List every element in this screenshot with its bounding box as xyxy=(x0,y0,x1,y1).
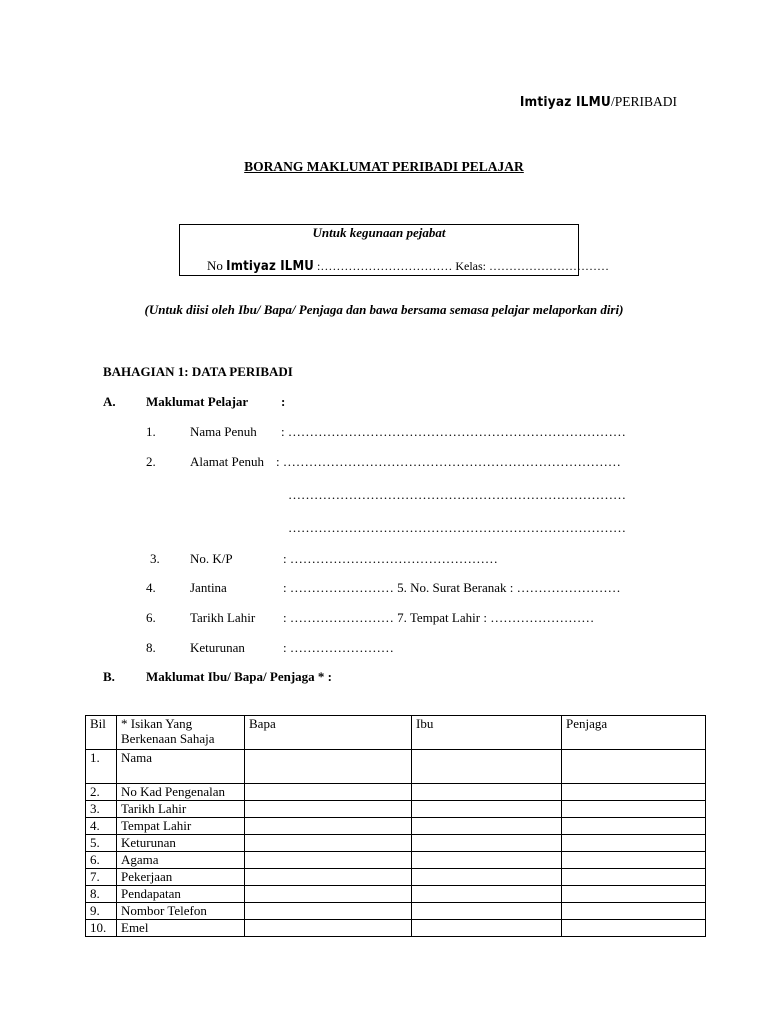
bapa-cell[interactable] xyxy=(245,818,412,835)
ibu-cell[interactable] xyxy=(412,784,562,801)
document-reference xyxy=(520,94,677,110)
field-8-number: 8. xyxy=(146,640,156,655)
row-number: 5. xyxy=(86,835,117,852)
bapa-cell[interactable] xyxy=(245,801,412,818)
penjaga-cell[interactable] xyxy=(562,886,706,903)
office-no-field[interactable]: :…………………………… Kelas: ………………………… xyxy=(314,259,609,273)
row-label: Agama xyxy=(117,852,245,869)
gender-birthcert-field[interactable]: : …………………… 5. No. Surat Beranak : …………………… xyxy=(283,580,621,595)
row-number: 6. xyxy=(86,852,117,869)
field-6-label: Tarikh Lahir xyxy=(190,610,256,625)
office-no-label: No xyxy=(207,258,227,273)
penjaga-cell[interactable] xyxy=(562,852,706,869)
table-row xyxy=(86,852,706,869)
penjaga-cell[interactable] xyxy=(562,801,706,818)
ibu-cell[interactable] xyxy=(412,886,562,903)
row-label: Pekerjaan xyxy=(117,869,245,886)
row-number: 8. xyxy=(86,886,117,903)
ibu-cell[interactable] xyxy=(412,852,562,869)
address-field-line-1[interactable]: : …………………………………………………………………… xyxy=(276,454,621,469)
brand-name: Imtiyaz ILMU xyxy=(519,94,611,110)
bapa-cell[interactable] xyxy=(245,886,412,903)
table-row xyxy=(86,835,706,852)
row-number: 7. xyxy=(86,869,117,886)
full-name-field[interactable]: : …………………………………………………………………… xyxy=(281,424,626,439)
penjaga-cell[interactable] xyxy=(562,784,706,801)
field-2-label: Alamat Penuh xyxy=(190,454,265,469)
bapa-cell[interactable] xyxy=(245,750,412,784)
table-row xyxy=(86,801,706,818)
row-number: 1. xyxy=(86,750,117,784)
office-use-title: Untuk kegunaan pejabat xyxy=(312,225,446,240)
table-row xyxy=(86,750,706,784)
bapa-cell[interactable] xyxy=(245,835,412,852)
row-label: Nombor Telefon xyxy=(117,903,245,920)
row-label: Nama xyxy=(117,750,245,784)
ibu-cell[interactable] xyxy=(412,835,562,852)
parents-info-table xyxy=(85,715,706,937)
part-a-letter: A. xyxy=(103,394,116,409)
bapa-cell[interactable] xyxy=(245,784,412,801)
field-4-number: 4. xyxy=(146,580,156,595)
penjaga-cell[interactable] xyxy=(562,835,706,852)
row-label: Emel xyxy=(117,920,245,937)
header-bapa: Bapa xyxy=(245,716,412,750)
bapa-cell[interactable] xyxy=(245,920,412,937)
row-number: 3. xyxy=(86,801,117,818)
row-label: Pendapatan xyxy=(117,886,245,903)
office-use-line xyxy=(207,258,609,274)
field-1-label: Nama Penuh xyxy=(190,424,257,439)
penjaga-cell[interactable] xyxy=(562,869,706,886)
ibu-cell[interactable] xyxy=(412,920,562,937)
ibu-cell[interactable] xyxy=(412,750,562,784)
ibu-cell[interactable] xyxy=(412,818,562,835)
field-6-number: 6. xyxy=(146,610,156,625)
field-2-number: 2. xyxy=(146,454,156,469)
address-field-line-3[interactable]: …………………………………………………………………… xyxy=(288,520,626,535)
field-4-label: Jantina xyxy=(190,580,227,595)
part-a-label: Maklumat Pelajar xyxy=(146,394,249,409)
row-number: 4. xyxy=(86,818,117,835)
part-a-colon: : xyxy=(281,394,286,409)
row-number: 9. xyxy=(86,903,117,920)
penjaga-cell[interactable] xyxy=(562,750,706,784)
reference-suffix: /PERIBADI xyxy=(610,94,677,109)
row-label: Keturunan xyxy=(117,835,245,852)
row-label: No Kad Pengenalan xyxy=(117,784,245,801)
field-3-label: No. K/P xyxy=(190,551,233,566)
penjaga-cell[interactable] xyxy=(562,818,706,835)
field-8-label: Keturunan xyxy=(190,640,245,655)
field-1-number: 1. xyxy=(146,424,156,439)
bapa-cell[interactable] xyxy=(245,869,412,886)
row-number: 2. xyxy=(86,784,117,801)
row-label: Tempat Lahir xyxy=(117,818,245,835)
part-b-letter: B. xyxy=(103,669,115,684)
table-row xyxy=(86,886,706,903)
penjaga-cell[interactable] xyxy=(562,903,706,920)
header-penjaga: Penjaga xyxy=(562,716,706,750)
bapa-cell[interactable] xyxy=(245,903,412,920)
table-row xyxy=(86,869,706,886)
ethnicity-field[interactable]: : …………………… xyxy=(283,640,394,655)
table-row xyxy=(86,903,706,920)
field-3-number: 3. xyxy=(150,551,160,566)
penjaga-cell[interactable] xyxy=(562,920,706,937)
row-label: Tarikh Lahir xyxy=(117,801,245,818)
birth-date-place-field[interactable]: : …………………… 7. Tempat Lahir : …………………… xyxy=(283,610,595,625)
bapa-cell[interactable] xyxy=(245,852,412,869)
ic-number-field[interactable]: : ………………………………………… xyxy=(283,551,498,566)
header-ibu: Ibu xyxy=(412,716,562,750)
table-row xyxy=(86,784,706,801)
ibu-cell[interactable] xyxy=(412,903,562,920)
form-title: BORANG MAKLUMAT PERIBADI PELAJAR xyxy=(244,159,524,174)
ibu-cell[interactable] xyxy=(412,869,562,886)
office-use-box xyxy=(179,224,609,276)
table-row xyxy=(86,818,706,835)
header-isikan: * Isikan Yang Berkenaan Sahaja xyxy=(117,716,245,750)
ibu-cell[interactable] xyxy=(412,801,562,818)
table-row xyxy=(86,920,706,937)
office-brand: Imtiyaz ILMU xyxy=(226,259,314,274)
part-b-label: Maklumat Ibu/ Bapa/ Penjaga * : xyxy=(146,669,332,684)
table-header-row xyxy=(86,716,706,750)
address-field-line-2[interactable]: …………………………………………………………………… xyxy=(288,487,626,502)
row-number: 10. xyxy=(86,920,117,937)
header-bil: Bil xyxy=(86,716,117,750)
instruction-text: (Untuk diisi oleh Ibu/ Bapa/ Penjaga dan bawa bersama semasa pelajar melaporkan diri) xyxy=(144,302,624,317)
section-heading: BAHAGIAN 1: DATA PERIBADI xyxy=(103,364,293,379)
